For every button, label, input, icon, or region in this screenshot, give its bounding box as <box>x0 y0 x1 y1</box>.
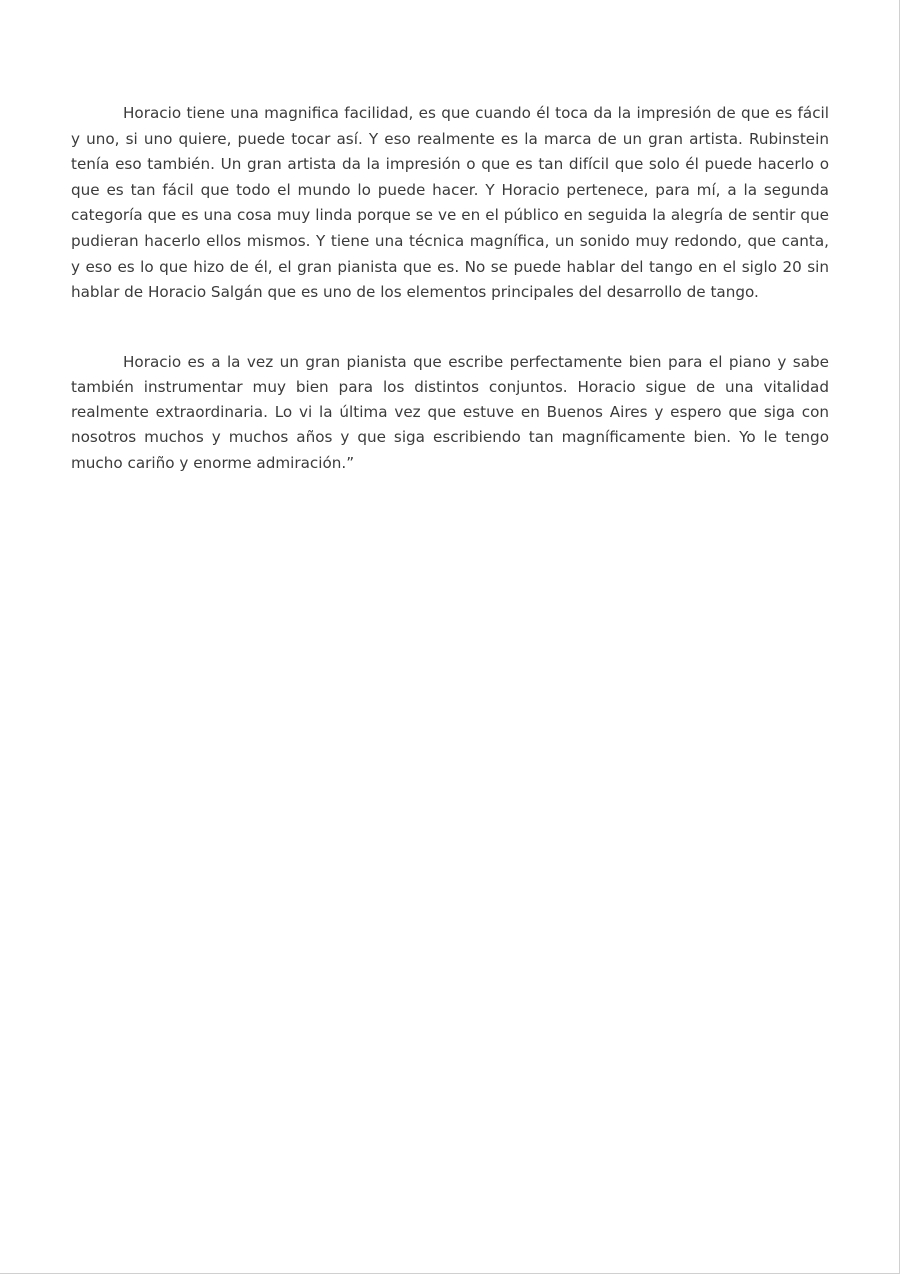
document-body <box>71 101 829 476</box>
paragraph-1: Horacio tiene una magnifica facilidad, es que cuando él toca da la impresión de que es fácil y uno, si uno quiere, puede tocar así. Y eso realmente es la marca de un gran artista. Rubinstein tenía eso también. Un gran artista da la impresión o que es tan difícil que solo él puede hacerlo o que es tan fácil que todo el mundo lo puede hacer. Y Horacio pertenece, para mí, a la segunda categoría que es una cosa muy linda porque se ve en el público en seguida la alegría de sentir que pudieran hacerlo ellos mismos. Y tiene una técnica magnífica, un sonido muy redondo, que canta, y eso es lo que hizo de él, el gran pianista que es. No se puede hablar del tango en el siglo 20 sin hablar de Horacio Salgán que es uno de los elementos principales del desarrollo de tango. <box>71 104 829 302</box>
paragraph-2: Horacio es a la vez un gran pianista que escribe perfectamente bien para el piano y sabe también instrumentar muy bien para los distintos conjuntos. Horacio sigue de una vitalidad realmente extraordinaria. Lo vi la última vez que estuve en Buenos Aires y espero que siga con nosotros muchos y muchos años y que siga escribiendo tan magníficamente bien. Yo le tengo mucho cariño y enorme admiración.” <box>71 352 829 472</box>
